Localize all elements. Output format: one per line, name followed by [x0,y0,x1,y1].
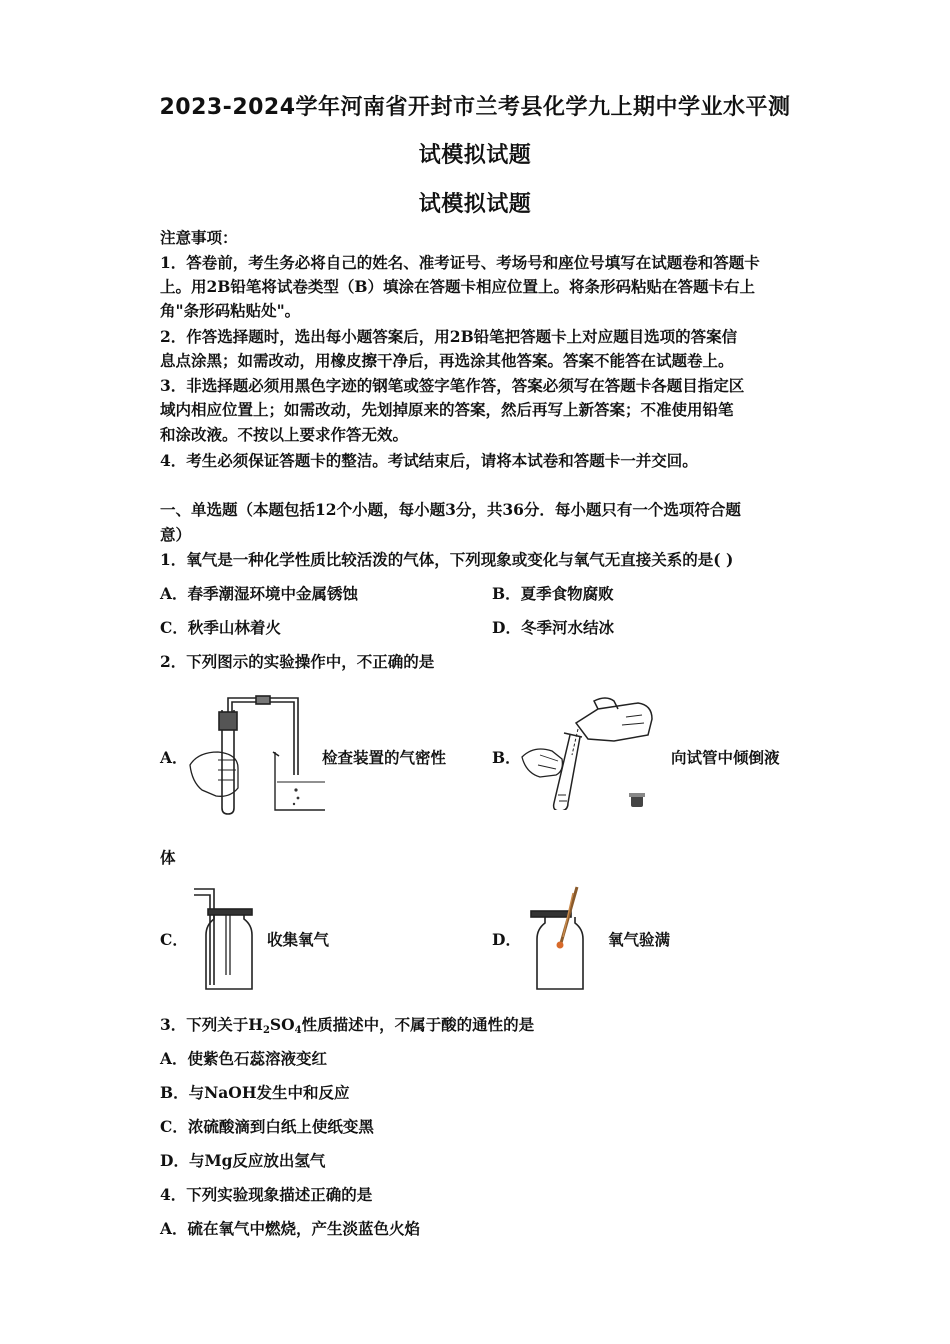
collect-oxygen-diagram [190,885,260,993]
q3-stem-mid: SO [269,1015,295,1034]
q1-option-a: A．春季潮湿环境中金属锈蚀 [160,584,359,603]
section-heading-cont: 意） [160,525,192,544]
notice-line: 角"条形码粘贴处"。 [160,301,301,320]
notice-line: 域内相应位置上；如需改动，先划掉原来的答案，然后再写上新答案；不准使用铅笔 [160,400,734,419]
q3-option-b: B．与NaOH发生中和反应 [160,1083,350,1102]
airtightness-check-diagram [180,690,325,815]
q3-option-d: D．与Mg反应放出氢气 [160,1151,326,1170]
q2-option-c-letter: C． [160,930,188,949]
q1-stem: 1．氧气是一种化学性质比较活泼的气体，下列现象或变化与氧气无直接关系的是( ) [160,550,734,569]
q2-option-a-text: 检查装置的气密性 [322,748,447,767]
notice-line: 上。用2B铅笔将试卷类型（B）填涂在答题卡相应位置上。将条形码粘贴在答题卡右上 [160,277,755,296]
q2-stem: 2．下列图示的实验操作中，不正确的是 [160,652,435,671]
q2-option-b-letter: B． [492,748,521,767]
oxygen-full-test-diagram [525,885,595,993]
notice-heading: 注意事项： [160,228,238,247]
notice-line: 1．答卷前，考生务必将自己的姓名、准考证号、考场号和座位号填写在试题卷和答题卡 [160,253,760,272]
title-line-2: 试模拟试题 [418,143,532,168]
q3-stem-pre: 3．下列关于H [160,1015,263,1034]
notice-line: 4．考生必须保证答题卡的整洁。考试结束后，请将本试卷和答题卡一并交回。 [160,451,698,470]
q2-option-d-text: 氧气验满 [608,930,671,949]
notice-line: 息点涂黑；如需改动，用橡皮擦干净后，再选涂其他答案。答案不能答在试题卷上。 [160,351,734,370]
q2-option-d-letter: D． [492,930,521,949]
q3-subscript-1: 2 [262,1025,270,1036]
q3-option-a: A．使紫色石蕊溶液变红 [160,1049,328,1068]
q1-option-c: C．秋季山林着火 [160,618,281,637]
q3-stem [160,1015,800,1041]
q3-stem-post: 性质描述中，不属于酸的通性的是 [301,1015,535,1034]
section-heading: 一、单选题（本题包括12个小题，每小题3分，共36分．每小题只有一个选项符合题 [160,500,741,519]
pour-liquid-diagram [518,695,660,810]
notice-line: 和涂改液。不按以上要求作答无效。 [160,425,409,444]
notice-line: 3．非选择题必须用黑色字迹的钢笔或签字笔作答，答案必须写在答题卡各题目指定区 [160,376,745,395]
title-line-1: 2023-2024学年河南省开封市兰考县化学九上期中学业水平测 [159,95,791,120]
q1-option-b: B．夏季食物腐败 [492,584,614,603]
title-line-3: 试模拟试题 [418,192,532,217]
q2-option-b-text: 向试管中倾倒液 [671,748,780,767]
q4-stem: 4．下列实验现象描述正确的是 [160,1185,373,1204]
q3-subscript-2: 4 [294,1025,302,1036]
q2-option-b-text-cont: 体 [160,848,176,867]
q2-option-c-text: 收集氧气 [267,930,330,949]
q4-option-a: A．硫在氧气中燃烧，产生淡蓝色火焰 [160,1219,421,1238]
q1-option-d: D．冬季河水结冰 [492,618,614,637]
q3-option-c: C．浓硫酸滴到白纸上使纸变黑 [160,1117,374,1136]
q2-option-a-letter: A． [160,748,188,767]
notice-line: 2．作答选择题时，选出每小题答案后，用2B铅笔把答题卡上对应题目选项的答案信 [160,327,738,346]
